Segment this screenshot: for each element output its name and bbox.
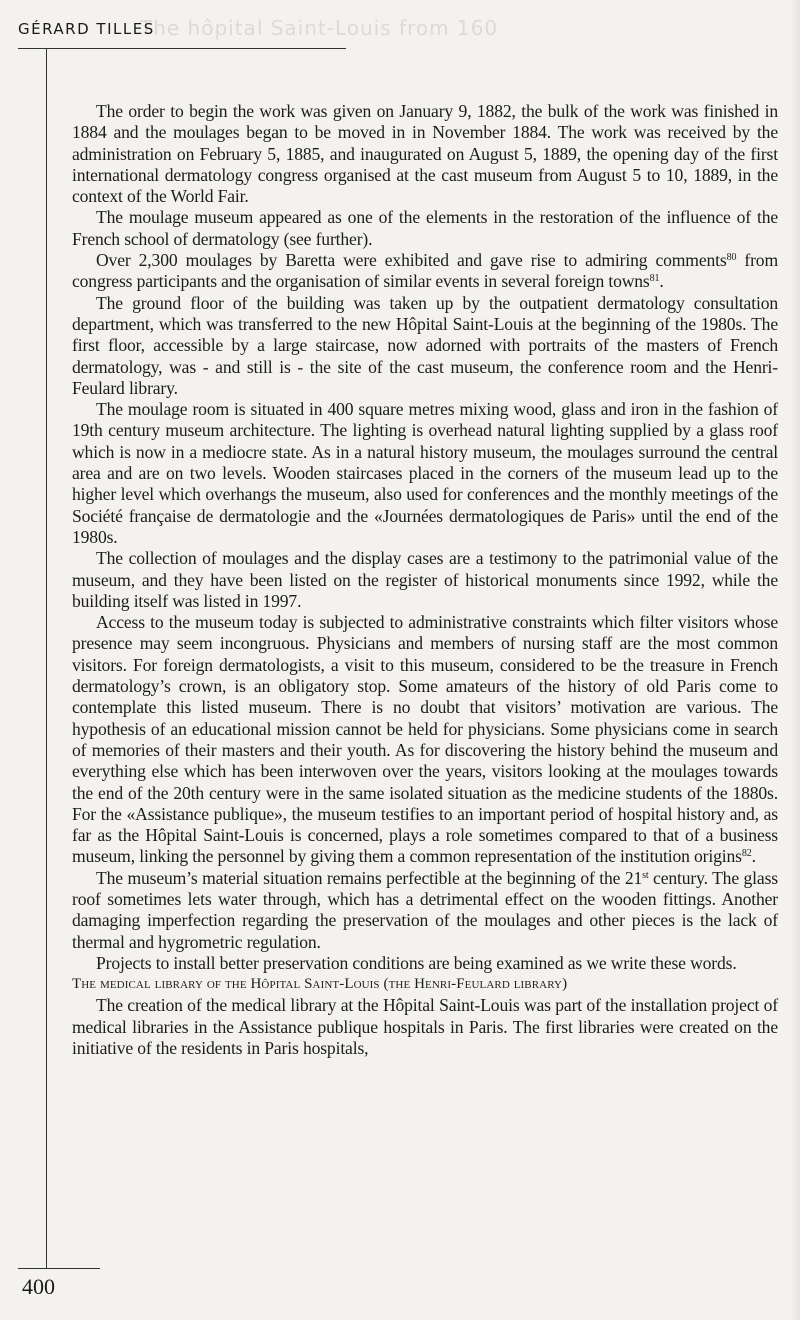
paragraph-9: Projects to install better preservation conditions are being examined as we write these words.	[96, 952, 737, 973]
footnote-ref-81: 81	[649, 273, 660, 285]
section-paragraph: The creation of the medical library at the Hôpital Saint-Louis was part of the installation project of medical libraries in the Assistance publique hospitals in Paris. The first libraries were created on the initiative of the residents in Paris hospitals,	[72, 995, 778, 1059]
paragraph-3: Over 2,300 moulages by Baretta were exhibited and gave rise to admiring comments$^{80}$ from congress participants and the organisation of similar events in several foreign towns$^{81}$.	[72, 250, 778, 292]
running-head-author: GÉRARD TILLES	[18, 20, 155, 38]
paragraph-7: Access to the museum today is subjected to administrative constraints which filter visitors whose presence may seem incongruous. Physicians and members of nursing staff are the most common visitors. For foreign dermatologists, a visit to this museum, considered to be the treasure in French dermatology’s crown, is an obligatory stop. Some amateurs of the history of old Paris come to contemplate this listed museum. There is no doubt that visitors’ motivation are various. The hypothesis of an educational mission cannot be held for physicians. Some physicians come in search of memories of their masters and their youth. As for discovering the history behind the museum and everything else which has been interwoven over the years, visitors looking at the moulages towards the end of the 20th century were in the same isolated situation as the medicine students of the 1880s. For the «Assistance publique», the museum testifies to an important period of hospital history and, as far as the Hôpital Saint-Louis is concerned, plays a role sometimes compared to that of a business museum, linking the personnel by giving them a common representation of the institution origins$^{82}$.	[72, 612, 778, 867]
paragraph-1: The order to begin the work was given on January 9, 1882, the bulk of the work was finished in 1884 and the moulages began to be moved in in November 1884. The work was received by the administration on February 5, 1885, and inaugurated on August 5, 1889, the opening day of the first international dermatology congress organised at the cast museum from August 5 to 10, 1889, in the context of the World Fair.	[72, 101, 778, 207]
ordinal-suffix: st	[642, 869, 649, 881]
margin-rule	[46, 48, 47, 1268]
paragraph-4: The ground floor of the building was taken up by the outpatient dermatology consultation department, which was transferred to the new Hôpital Saint-Louis at the beginning of the 1980s. The first floor, accessible by a large staircase, now adorned with portraits of the masters of French dermatology, was - and still is - the site of the cast museum, the conference room and the Henri-Feulard library.	[72, 292, 778, 398]
paragraph-6: The collection of moulages and the display cases are a testimony to the patrimonial value of the museum, and they have been listed on the register of historical monuments since 1992, while the building itself was listed in 1997.	[72, 548, 778, 611]
section-heading: The medical library of the Hôpital Saint-Louis (the Henri-Feulard library)	[72, 976, 568, 993]
paragraph-8: The museum’s material situation remains perfectible at the beginning of the 21st century. The glass roof sometimes lets water through, which has a detrimental effect on the wooden fittings. Another damaging imperfection regarding the preservation of the moulages and other pieces is the lack of thermal and hygrometric regulation.	[72, 867, 778, 952]
footnote-ref-80: 80	[726, 252, 737, 264]
paragraph-2: The moulage museum appeared as one of the elements in the restoration of the influence of the French school of dermatology (see further).	[72, 207, 778, 249]
body-text	[72, 101, 778, 1059]
footnote-ref-82: 82	[741, 848, 752, 860]
page-number: 400	[22, 1274, 55, 1299]
header-rule	[18, 48, 346, 49]
page-edge-shadow	[790, 0, 800, 1320]
footer-rule	[18, 1268, 100, 1269]
paragraph-5: The moulage room is situated in 400 square metres mixing wood, glass and iron in the fashion of 19th century museum architecture. The lighting is overhead natural lighting supplied by a glass roof which is now in a mediocre state. As in a natural history museum, the moulages surround the central area and are on two levels. Wooden staircases placed in the corners of the museum lead up to the higher level which overhangs the museum, also used for conferences and the monthly meetings of the Société française de dermatologie and the «Journées dermatologiques de Paris» until the end of the 1980s.	[72, 399, 778, 547]
bleed-through-title: The hôpital Saint-Louis from 160	[140, 16, 499, 40]
